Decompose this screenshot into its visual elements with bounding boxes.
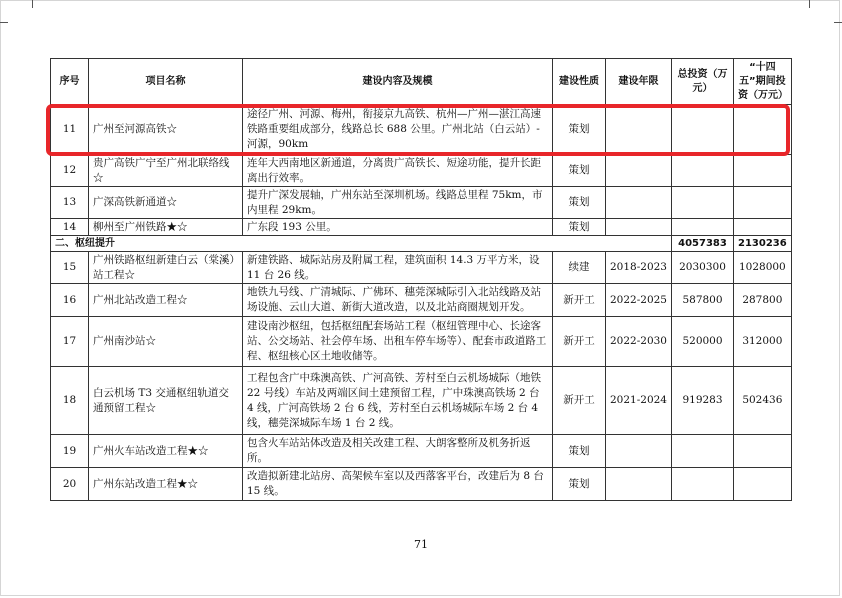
table-row [51, 219, 792, 236]
row-no: 11 [51, 105, 89, 155]
row-nature: 策划 [553, 219, 606, 236]
row-no: 19 [51, 435, 89, 468]
row-name: 广州北站改造工程☆ [89, 284, 243, 317]
table-row [51, 252, 792, 284]
row-name: 广州南沙站☆ [89, 317, 243, 367]
row-period [606, 187, 672, 219]
row-nature: 续建 [553, 252, 606, 284]
row-nature: 策划 [553, 155, 606, 187]
project-table [50, 58, 792, 501]
crop-mark [809, 0, 824, 8]
row-no: 20 [51, 468, 89, 501]
row-name: 白云机场 T3 交通枢纽轨道交通预留工程☆ [89, 367, 243, 435]
row-plan: 312000 [734, 317, 792, 367]
row-name: 广州至河源高铁☆ [89, 105, 243, 155]
header-total: 总投资（万元） [672, 59, 734, 105]
row-no: 12 [51, 155, 89, 187]
row-nature: 新开工 [553, 284, 606, 317]
row-name: 广州火车站改造工程★☆ [89, 435, 243, 468]
table-row [51, 367, 792, 435]
row-total: 587800 [672, 284, 734, 317]
row-content: 新建铁路、城际站房及附属工程，建筑面积 14.3 万平方米，设 11 台 26 线。 [243, 252, 553, 284]
row-nature: 策划 [553, 435, 606, 468]
crop-mark [18, 0, 33, 8]
page-number: 71 [414, 538, 428, 551]
header-no: 序号 [51, 59, 89, 105]
row-content: 包含火车站站体改造及相关改建工程、大朗客整所及机务折返所。 [243, 435, 553, 468]
row-no: 18 [51, 367, 89, 435]
row-nature: 新开工 [553, 367, 606, 435]
row-period: 2018-2023 [606, 252, 672, 284]
row-plan [734, 105, 792, 155]
section-row [51, 236, 792, 252]
row-name: 广深高铁新通道☆ [89, 187, 243, 219]
section-total: 4057383 [672, 236, 734, 252]
row-no: 13 [51, 187, 89, 219]
row-content: 改造拟新建北站房、高架候车室以及西落客平台，改建后为 8 台 15 线。 [243, 468, 553, 501]
header-period: 建设年限 [606, 59, 672, 105]
row-plan: 1028000 [734, 252, 792, 284]
row-period [606, 435, 672, 468]
table-row [51, 317, 792, 367]
header-name: 项目名称 [89, 59, 243, 105]
crop-mark [0, 22, 8, 23]
row-plan [734, 155, 792, 187]
header-plan: “十四五”期间投资（万元） [734, 59, 792, 105]
row-name: 广州铁路枢纽新建白云（棠溪）站工程☆ [89, 252, 243, 284]
row-plan [734, 219, 792, 236]
row-content: 提升广深发展轴，广州东站至深圳机场。线路总里程 75km，市内里程 29km。 [243, 187, 553, 219]
row-nature: 策划 [553, 105, 606, 155]
row-nature: 新开工 [553, 317, 606, 367]
row-period [606, 105, 672, 155]
row-period: 2021-2024 [606, 367, 672, 435]
row-period: 2022-2025 [606, 284, 672, 317]
row-no: 17 [51, 317, 89, 367]
row-plan [734, 468, 792, 501]
table-row [51, 187, 792, 219]
row-nature: 策划 [553, 187, 606, 219]
header-nature: 建设性质 [553, 59, 606, 105]
row-plan: 287800 [734, 284, 792, 317]
row-plan [734, 435, 792, 468]
row-period [606, 219, 672, 236]
row-total [672, 187, 734, 219]
table-row [51, 155, 792, 187]
row-name: 广州东站改造工程★☆ [89, 468, 243, 501]
table-row [51, 435, 792, 468]
row-content: 建设南沙枢纽，包括枢纽配套场站工程（枢纽管理中心、长途客站、公交场站、社会停车场、出租车停车场等）、配套市政道路工程、枢纽核心区土地收储等。 [243, 317, 553, 367]
row-content: 途径广州、河源、梅州，衔接京九高铁、杭州—广州—湛江高速铁路重要组成部分，线路总长 688 公里。广州北站（白云站）-河源，90km [243, 105, 553, 155]
row-plan [734, 187, 792, 219]
row-content: 地铁九号线、广清城际、广佛环、穗莞深城际引入北站线路及站场设施、云山大道、新街大道改造，以及北站商圈规划开发。 [243, 284, 553, 317]
row-name: 贵广高铁广宁至广州北联络线☆ [89, 155, 243, 187]
row-no: 16 [51, 284, 89, 317]
row-plan: 502436 [734, 367, 792, 435]
row-period [606, 468, 672, 501]
row-content: 广东段 193 公里。 [243, 219, 553, 236]
row-content: 连年大西南地区新通道，分离贵广高铁长、短途功能，提升长距离出行效率。 [243, 155, 553, 187]
section-plan: 2130236 [734, 236, 792, 252]
row-no: 15 [51, 252, 89, 284]
row-total: 2030300 [672, 252, 734, 284]
table-row [51, 284, 792, 317]
row-total [672, 435, 734, 468]
table-row [51, 468, 792, 501]
row-total [672, 468, 734, 501]
header-content: 建设内容及规模 [243, 59, 553, 105]
row-total [672, 155, 734, 187]
row-name: 柳州至广州铁路★☆ [89, 219, 243, 236]
row-total: 520000 [672, 317, 734, 367]
row-no: 14 [51, 219, 89, 236]
row-total [672, 105, 734, 155]
table-header-row [51, 59, 792, 105]
row-nature: 策划 [553, 468, 606, 501]
crop-mark [834, 22, 842, 23]
section-title: 二、枢纽提升 [51, 236, 672, 252]
row-total: 919283 [672, 367, 734, 435]
row-total [672, 219, 734, 236]
row-period [606, 155, 672, 187]
row-period: 2022-2030 [606, 317, 672, 367]
row-content: 工程包含广中珠澳高铁、广河高铁、芳村至白云机场城际（地铁 22 号线）车站及两端区间土建预留工程，广中珠澳高铁场 2 台 4 线，广河高铁场 2 台 6 线，芳村至白云机场城际车场 2 台 4 线，穗莞深城际车场 1 台 2 线。 [243, 367, 553, 435]
table-row [51, 105, 792, 155]
